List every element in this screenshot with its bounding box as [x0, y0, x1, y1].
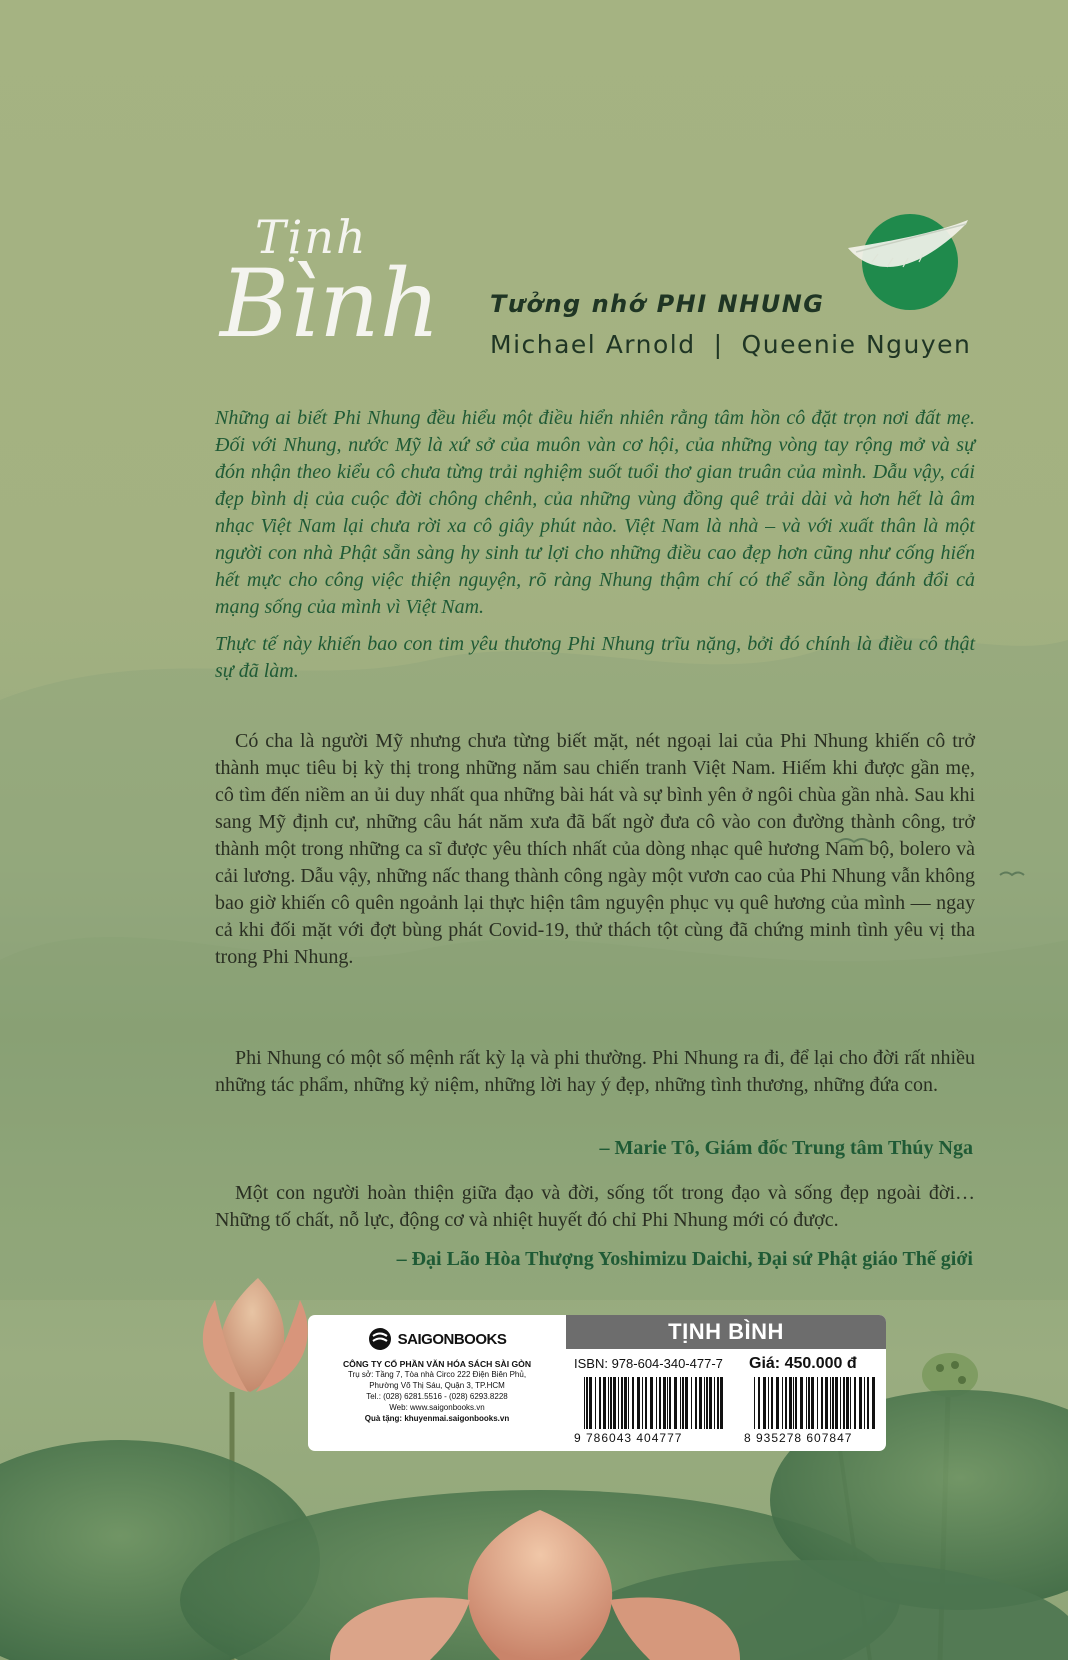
- quote-2: [215, 1180, 975, 1234]
- author-second: Queenie Nguyen: [741, 330, 972, 359]
- publisher-price-box: [308, 1315, 886, 1451]
- barcode-bar: [867, 1377, 869, 1429]
- barcode-bar: [680, 1377, 681, 1429]
- publisher-info: [308, 1315, 566, 1451]
- publisher-gift: [308, 1413, 566, 1424]
- isbn-text: ISBN: 978-604-340-477-7: [574, 1356, 723, 1371]
- product-barcode-number: 8 935278 607847: [744, 1431, 853, 1445]
- quote-2-author: – Đại Lão Hòa Thượng Yoshimizu Daichi, Đại sứ Phật giáo Thế giới: [396, 1248, 973, 1270]
- barcode-bar: [685, 1377, 688, 1429]
- barcode-bar: [717, 1377, 719, 1429]
- book-authors: [490, 330, 971, 359]
- barcode-bar: [793, 1377, 794, 1429]
- barcode-bar: [859, 1377, 862, 1429]
- barcode-bar: [864, 1377, 865, 1429]
- publisher-brand-name: SAIGONBOOKS: [397, 1330, 507, 1348]
- barcode-bar: [674, 1377, 677, 1429]
- barcode-bar: [714, 1377, 715, 1429]
- product-title: TỊNH BÌNH: [566, 1315, 886, 1349]
- barcode-bar: [659, 1377, 661, 1429]
- price-area: [566, 1315, 886, 1451]
- barcode-bar: [706, 1377, 708, 1429]
- book-subtitle: Tưởng nhớ PHI NHUNG: [490, 290, 825, 318]
- barcode-bar: [758, 1377, 760, 1429]
- barcode-bar: [628, 1377, 629, 1429]
- isbn-barcode-number: 9 786043 404777: [574, 1431, 683, 1445]
- barcode-bar: [843, 1377, 845, 1429]
- publisher-address-2: Phường Võ Thị Sáu, Quận 3, TP.HCM: [369, 1381, 505, 1390]
- barcode-bar: [595, 1377, 596, 1429]
- barcode-bar: [795, 1377, 797, 1429]
- isbn-barcode: [584, 1377, 724, 1429]
- barcode-bar: [613, 1377, 616, 1429]
- story-section: [215, 728, 975, 971]
- barcode-bar: [618, 1377, 619, 1429]
- barcode-bar: [808, 1377, 810, 1429]
- quote-2-text: Một con người hoàn thiện giữa đạo và đời, sống tốt trong đạo và sống đẹp ngoài đời… Những tố chất, nỗ lực, động cơ và nhiệt huyết đó chỉ Phi Nhung mới có được.: [215, 1182, 975, 1231]
- quote-1-text: Phi Nhung có một số mệnh rất kỳ lạ và phi thường. Phi Nhung ra đi, để lại cho đời rất nhiều những tác phẩm, những kỷ niệm, những lời hay ý đẹp, những tình thương, những đứa con.: [215, 1047, 975, 1096]
- publisher-gift-label: Quà tặng:: [364, 1414, 403, 1423]
- product-barcode: [754, 1377, 878, 1429]
- intro-paragraph-1: Những ai biết Phi Nhung đều hiểu một điều hiển nhiên rằng tâm hồn cô đặt trọn nơi đất mẹ. Đối với Nhung, nước Mỹ là xứ sở của muôn vàn cơ hội, của những vòng tay rộng mở và sự đón nhận theo kiểu cô chưa từng trải nghiệm suốt tuổi thơ gian truân của mình. Dẫu vậy, cái đẹp bình dị của cuộc đời chông chênh, của những vùng đồng quê trải dài và hơn hết là âm nhạc Việt Nam lại chưa rời xa cô giây phút nào. Việt Nam là nhà – và với xuất thân là một người con nhà Phật sẵn sàng hy sinh tư lợi cho những điều cao đẹp hơn cũng như cống hiến hết mực cho công việc thiện nguyện, rõ ràng Nhung thậm chí có thể sẵn lòng đánh đổi cả mạng sống của mình vì Việt Nam.: [215, 407, 975, 618]
- publisher-gift-url: khuyenmai.saigonbooks.vn: [404, 1414, 510, 1423]
- barcode-bar: [637, 1377, 640, 1429]
- quote-1: [215, 1045, 975, 1099]
- barcode-bar: [854, 1377, 856, 1429]
- price-text: Giá: 450.000 đ: [749, 1355, 857, 1372]
- barcode-bar: [850, 1377, 851, 1429]
- barcode-bar: [584, 1377, 585, 1429]
- publisher-address-1: Trụ sở: Tầng 7, Tòa nhà Circo 222 Điện Biên Phủ,: [347, 1370, 527, 1379]
- barcode-bar: [817, 1377, 818, 1429]
- barcode-bar: [800, 1377, 803, 1429]
- barcode-bar: [663, 1377, 666, 1429]
- barcode-bar: [624, 1377, 627, 1429]
- barcode-bar: [763, 1377, 766, 1429]
- barcode-bar: [642, 1377, 643, 1429]
- saigonbooks-logo-icon: [368, 1327, 392, 1351]
- barcode-bar: [840, 1377, 841, 1429]
- barcode-bar: [754, 1377, 755, 1429]
- barcode-bar: [682, 1377, 684, 1429]
- barcode-bar: [776, 1377, 779, 1429]
- author-separator: |: [713, 330, 724, 359]
- barcode-bar: [704, 1377, 705, 1429]
- barcode-bar: [872, 1377, 875, 1429]
- barcode-bar: [691, 1377, 692, 1429]
- barcode-bar: [785, 1377, 787, 1429]
- intro-paragraph-2: Thực tế này khiến bao con tim yêu thương Phi Nhung trĩu nặng, bởi đó chính là điều cô thật sự đã làm.: [215, 633, 975, 682]
- barcode-bar: [621, 1377, 623, 1429]
- logo-binh-text: Bình: [220, 250, 441, 359]
- barcode-bar: [806, 1377, 807, 1429]
- logo-tinh-text: Tịnh: [255, 210, 368, 264]
- barcode-bar: [821, 1377, 823, 1429]
- barcode-bar: [586, 1377, 588, 1429]
- barcode-bar: [835, 1377, 838, 1429]
- barcode-bar: [669, 1377, 671, 1429]
- intro-section: [215, 405, 975, 695]
- barcode-bar: [610, 1377, 612, 1429]
- barcode-bar: [632, 1377, 634, 1429]
- barcode-bar: [589, 1377, 592, 1429]
- barcode-bar: [695, 1377, 697, 1429]
- barcode-bar: [599, 1377, 601, 1429]
- barcode-bar: [603, 1377, 606, 1429]
- barcode-bar: [768, 1377, 769, 1429]
- publisher-brand: [308, 1327, 566, 1351]
- publisher-phone: Tel.: (028) 6281.5516 - (028) 6293.8228: [366, 1392, 508, 1401]
- publisher-web: Web: www.saigonbooks.vn: [389, 1403, 485, 1412]
- story-paragraph: Có cha là người Mỹ nhưng chưa từng biết mặt, nét ngoại lai của Phi Nhung khiến cô trở thành mục tiêu bị kỳ thị trong những năm sau chiến tranh Việt Nam. Hiếm khi được gần mẹ, cô tìm đến niềm an ủi duy nhất qua những bài hát và sự bình yên ở ngôi chùa gần nhà. Sau khi sang Mỹ định cư, những câu hát năm xưa đã bất ngờ đưa cô vào con đường thành công, trở thành một trong những ca sĩ được yêu thích nhất của dòng nhạc quê hương Nam bộ, bolero và cải lương. Dẫu vậy, những nấc thang thành công ngày một vươn cao của Phi Nhung vẫn không bao giờ khiến cô quên ngoảnh lại thực hiện tâm nguyện phục vụ quê hương của mình — ngay cả khi đối mặt với đợt bùng phát Covid-19, thử thách tột cùng đã chứng minh tình yêu vị tha trong Phi Nhung.: [215, 730, 975, 968]
- barcode-bar: [830, 1377, 831, 1429]
- barcode-bar: [645, 1377, 647, 1429]
- publisher-company: CÔNG TY CỔ PHẦN VĂN HÓA SÁCH SÀI GÒN: [342, 1359, 532, 1369]
- barcode-bar: [656, 1377, 657, 1429]
- barcode-bar: [771, 1377, 773, 1429]
- author-first: Michael Arnold: [490, 330, 696, 359]
- barcode-bar: [720, 1377, 723, 1429]
- barcode-bar: [650, 1377, 653, 1429]
- barcode-bar: [825, 1377, 828, 1429]
- barcode-bar: [789, 1377, 792, 1429]
- feather-icon: [848, 212, 968, 312]
- barcode-bar: [667, 1377, 668, 1429]
- barcode-bar: [699, 1377, 702, 1429]
- barcode-bar: [832, 1377, 834, 1429]
- barcode-bar: [709, 1377, 712, 1429]
- barcode-bar: [608, 1377, 609, 1429]
- quote-1-author: – Marie Tô, Giám đốc Trung tâm Thúy Nga: [599, 1137, 973, 1159]
- barcode-bar: [811, 1377, 814, 1429]
- barcode-bar: [846, 1377, 849, 1429]
- barcode-bar: [782, 1377, 783, 1429]
